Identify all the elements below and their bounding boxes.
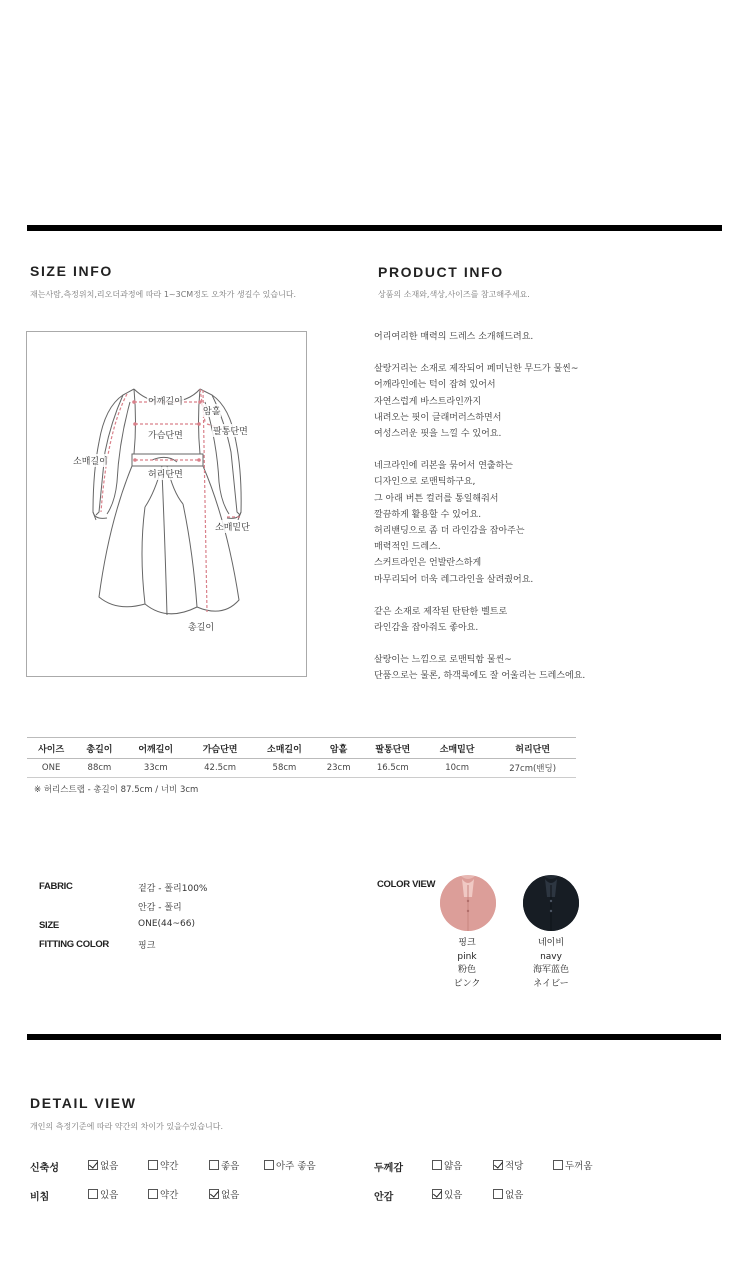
- pink-ja: ピンク: [453, 978, 481, 989]
- lining-label: 안감: [374, 1192, 394, 1203]
- description-line: 같은 소재로 제작된 탄탄한 벨트로: [374, 606, 508, 617]
- size-table-header-cell: 어깨길이: [124, 738, 188, 759]
- fitting-color-label: FITTING COLOR: [39, 939, 109, 950]
- sheer-option-label: 약간: [160, 1190, 179, 1201]
- stretch-label: 신축성: [30, 1163, 59, 1174]
- size-info-title: SIZE INFO: [30, 263, 113, 279]
- navy-ko: 네이비: [537, 938, 565, 948]
- checkbox-icon[interactable]: [209, 1189, 219, 1199]
- navy-swatch[interactable]: [523, 875, 579, 931]
- lining-option-label: 있음: [444, 1190, 463, 1201]
- navy-ja: ネイビー: [533, 978, 569, 989]
- description-line: 살랑이는 느낌으로 로맨틱함 물씬~: [374, 655, 512, 666]
- size-table-header-cell: 소매밑단: [425, 738, 489, 759]
- size-table-header-cell: 소매길이: [252, 738, 316, 759]
- thickness-option[interactable]: [493, 1158, 523, 1172]
- size-table-header-cell: 총길이: [75, 738, 123, 759]
- pink-color-names: [427, 937, 507, 991]
- paragraph-gap: [374, 345, 585, 361]
- pink-dress-thumbnail-icon: [440, 875, 496, 931]
- diagram-label-chest: 가슴단면: [147, 428, 184, 441]
- checkbox-icon[interactable]: [432, 1189, 442, 1199]
- lining-option[interactable]: [432, 1187, 462, 1201]
- thickness-option-label: 적당: [505, 1161, 524, 1172]
- description-line: 깔끔하게 활용할 수 있어요.: [374, 509, 482, 520]
- size-diagram: [26, 331, 307, 677]
- diagram-label-armhole: 암홀: [202, 404, 221, 417]
- description-line: 매력적인 드레스.: [374, 542, 441, 553]
- size-table-header-cell: 팔통단면: [361, 738, 425, 759]
- thickness-option-label: 두꺼움: [565, 1161, 593, 1172]
- sheer-option[interactable]: [88, 1187, 118, 1201]
- sheer-option-label: 없음: [221, 1190, 240, 1201]
- description-line: 마무리되어 더욱 레그라인을 살려줬어요.: [374, 574, 534, 585]
- stretch-option-label: 좋음: [221, 1161, 240, 1172]
- size-table-cell: 42.5cm: [188, 759, 252, 778]
- thickness-option-label: 얇음: [444, 1161, 463, 1172]
- product-info-subtitle: 상품의 소재와,색상,사이즈를 참고해주세요.: [378, 290, 530, 299]
- paragraph-gap: [374, 442, 585, 458]
- size-info-subtitle: 재는사람,측정위치,리오더과정에 따라 1~3CM정도 오차가 생길수 있습니다.: [30, 290, 297, 299]
- diagram-label-waist: 허리단면: [147, 467, 184, 480]
- table-row: [27, 759, 576, 778]
- detail-view-title: DETAIL VIEW: [30, 1095, 137, 1111]
- diagram-label-sleeve-length: 소매길이: [72, 454, 109, 467]
- dress-illustration: [27, 332, 308, 678]
- sheer-option[interactable]: [148, 1187, 178, 1201]
- description-line: 어깨라인에는 턱이 잡혀 있어서: [374, 380, 496, 391]
- size-table-cell: 27cm(밴딩): [489, 759, 576, 778]
- description-line: 네크라인에 리본을 묶어서 연출하는: [374, 461, 513, 472]
- color-view-title: COLOR VIEW: [377, 879, 436, 890]
- description-line: 어리여리한 매력의 드레스 소개해드려요.: [374, 332, 534, 342]
- size-table-header: [27, 738, 576, 759]
- diagram-label-total: 총길이: [187, 620, 215, 633]
- size-table-cell: 10cm: [425, 759, 489, 778]
- detail-view-subtitle: 개인의 측정기준에 따라 약간의 차이가 있을수있습니다.: [30, 1122, 223, 1131]
- paragraph-gap: [374, 588, 585, 604]
- description-line: 여성스러운 핏을 느낄 수 있어요.: [374, 429, 502, 440]
- description-line: 단품으로는 물론, 하객룩에도 잘 어울리는 드레스에요.: [374, 671, 586, 682]
- description-line: 허리밴딩으로 좀 더 라인감을 잡아주는: [374, 526, 525, 537]
- size-value: ONE(44~66): [138, 919, 195, 929]
- size-table-cell: 23cm: [317, 759, 361, 778]
- size-table-header-cell: 허리단면: [489, 738, 576, 759]
- size-table-header-cell: 사이즈: [27, 738, 75, 759]
- lining-option[interactable]: [493, 1187, 523, 1201]
- description-line: 내려오는 핏이 글래머러스하면서: [374, 412, 502, 423]
- checkbox-icon[interactable]: [88, 1189, 98, 1199]
- stretch-option[interactable]: [209, 1158, 239, 1172]
- sheer-option-label: 있음: [100, 1190, 119, 1201]
- stretch-option-label: 약간: [160, 1161, 179, 1172]
- stretch-option[interactable]: [148, 1158, 178, 1172]
- checkbox-icon[interactable]: [432, 1160, 442, 1170]
- stretch-option-label: 없음: [100, 1161, 119, 1172]
- checkbox-icon[interactable]: [493, 1189, 503, 1199]
- diagram-label-shoulder: 어깨길이: [147, 394, 184, 407]
- fabric-outer: 겉감 - 폴리100%: [138, 884, 208, 894]
- description-line: 살랑거리는 소재로 제작되어 페미닌한 무드가 물씬~: [374, 364, 579, 375]
- checkbox-icon[interactable]: [493, 1160, 503, 1170]
- size-table-header-cell: 가슴단면: [188, 738, 252, 759]
- size-table-header-cell: 암홀: [317, 738, 361, 759]
- thickness-option[interactable]: [553, 1158, 593, 1172]
- pink-ko: 핑크: [458, 938, 476, 948]
- size-label: SIZE: [39, 920, 59, 931]
- description-line: 그 아래 버튼 컬러를 통일해줘서: [374, 493, 499, 504]
- sheer-option[interactable]: [209, 1187, 239, 1201]
- pink-swatch[interactable]: [440, 875, 496, 931]
- fabric-label: FABRIC: [39, 881, 73, 892]
- size-table-cell: 88cm: [75, 759, 123, 778]
- product-info-title: PRODUCT INFO: [378, 264, 504, 280]
- description-line: 스커트라인은 언발란스하게: [374, 558, 482, 569]
- lining-option-label: 없음: [505, 1190, 524, 1201]
- pink-zh: 粉色: [457, 965, 476, 975]
- product-description: [374, 329, 585, 685]
- checkbox-icon[interactable]: [264, 1160, 274, 1170]
- sheer-label: 비침: [30, 1192, 50, 1203]
- description-line: 자연스럽게 바스트라인까지: [374, 396, 482, 407]
- stretch-option[interactable]: [88, 1158, 118, 1172]
- size-table-note: ※ 허리스트랩 - 총길이 87.5cm / 너비 3cm: [34, 785, 199, 795]
- checkbox-icon[interactable]: [148, 1160, 158, 1170]
- pink-en: pink: [457, 951, 477, 962]
- section-divider-bottom: [27, 1034, 721, 1040]
- section-divider-top: [27, 225, 722, 231]
- diagram-label-cuff: 소매밑단: [214, 520, 251, 533]
- checkbox-icon[interactable]: [553, 1160, 563, 1170]
- thickness-label: 두께감: [374, 1163, 403, 1174]
- size-table-cell: 58cm: [252, 759, 316, 778]
- navy-zh: 海军蓝色: [532, 965, 569, 975]
- checkbox-icon[interactable]: [88, 1160, 98, 1170]
- size-table-cell: 16.5cm: [361, 759, 425, 778]
- thickness-option[interactable]: [432, 1158, 462, 1172]
- checkbox-icon[interactable]: [209, 1160, 219, 1170]
- stretch-option[interactable]: [264, 1158, 316, 1172]
- size-table: [27, 737, 576, 778]
- fabric-inner: 안감 - 폴리: [138, 903, 182, 913]
- description-line: 디자인으로 로맨틱하구요,: [374, 477, 476, 488]
- navy-en: navy: [540, 951, 562, 962]
- checkbox-icon[interactable]: [148, 1189, 158, 1199]
- navy-color-names: [511, 937, 591, 991]
- fitting-color-value: 핑크: [138, 941, 156, 951]
- paragraph-gap: [374, 636, 585, 652]
- description-line: 라인감을 잡아줘도 좋아요.: [374, 623, 479, 634]
- size-table-cell: 33cm: [124, 759, 188, 778]
- size-table-cell: ONE: [27, 759, 75, 778]
- stretch-option-label: 아주 좋음: [276, 1161, 316, 1172]
- navy-dress-thumbnail-icon: [523, 875, 579, 931]
- diagram-label-sleeve-width: 팔통단면: [212, 424, 249, 437]
